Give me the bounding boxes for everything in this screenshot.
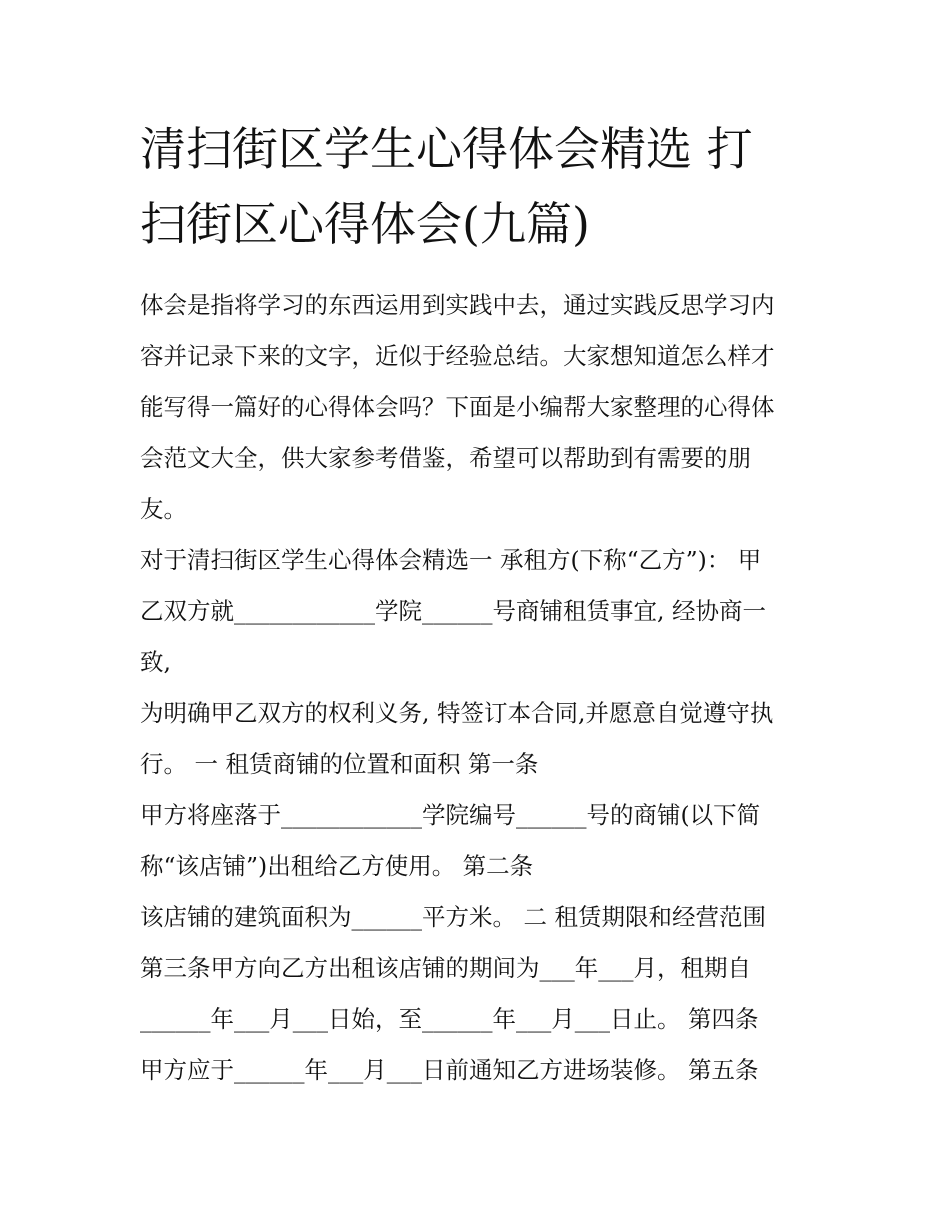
body-line: 体会是指将学习的东西运用到实践中去，通过实践反思学习内 — [140, 291, 775, 319]
body-line: 友。 — [140, 495, 187, 523]
document-body — [140, 280, 830, 1096]
body-line: 行。 一 租赁商铺的位置和面积 第一条 — [140, 750, 539, 778]
body-line: 会范文大全，供大家参考借鉴，希望可以帮助到有需要的朋 — [140, 444, 751, 472]
body-line: 第三条甲方向乙方出租该店铺的期间为___年___月，租期自 — [140, 954, 751, 982]
body-line: 致, — [140, 648, 171, 676]
body-line: 能写得一篇好的心得体会吗？下面是小编帮大家整理的心得体 — [140, 393, 775, 421]
title-line-1: 清扫街区学生心得体会精选 打 — [140, 122, 753, 176]
title-line-2: 扫街区心得体会(九篇) — [140, 197, 590, 251]
body-line: 乙双方就____________学院______号商铺租赁事宜, 经协商一 — [140, 597, 766, 625]
body-line: ______年___月___日始，至______年___月___日止。 第四条 — [140, 1005, 759, 1033]
body-line: 甲方将座落于____________学院编号______号的商铺(以下简 — [140, 801, 761, 829]
body-line: 为明确甲乙双方的权利义务, 特签订本合同,并愿意自觉遵守执 — [140, 699, 774, 727]
body-line: 容并记录下来的文字，近似于经验总结。大家想知道怎么样才 — [140, 342, 775, 370]
document-title — [140, 112, 820, 262]
body-line: 称“该店铺”)出租给乙方使用。 第二条 — [140, 852, 534, 880]
body-line: 对于清扫街区学生心得体会精选一 承租方(下称“乙方”)： 甲 — [140, 546, 762, 574]
body-line: 甲方应于______年___月___日前通知乙方进场装修。 第五条 — [140, 1056, 759, 1084]
body-line: 该店铺的建筑面积为______平方米。 二 租赁期限和经营范围 — [140, 903, 766, 931]
